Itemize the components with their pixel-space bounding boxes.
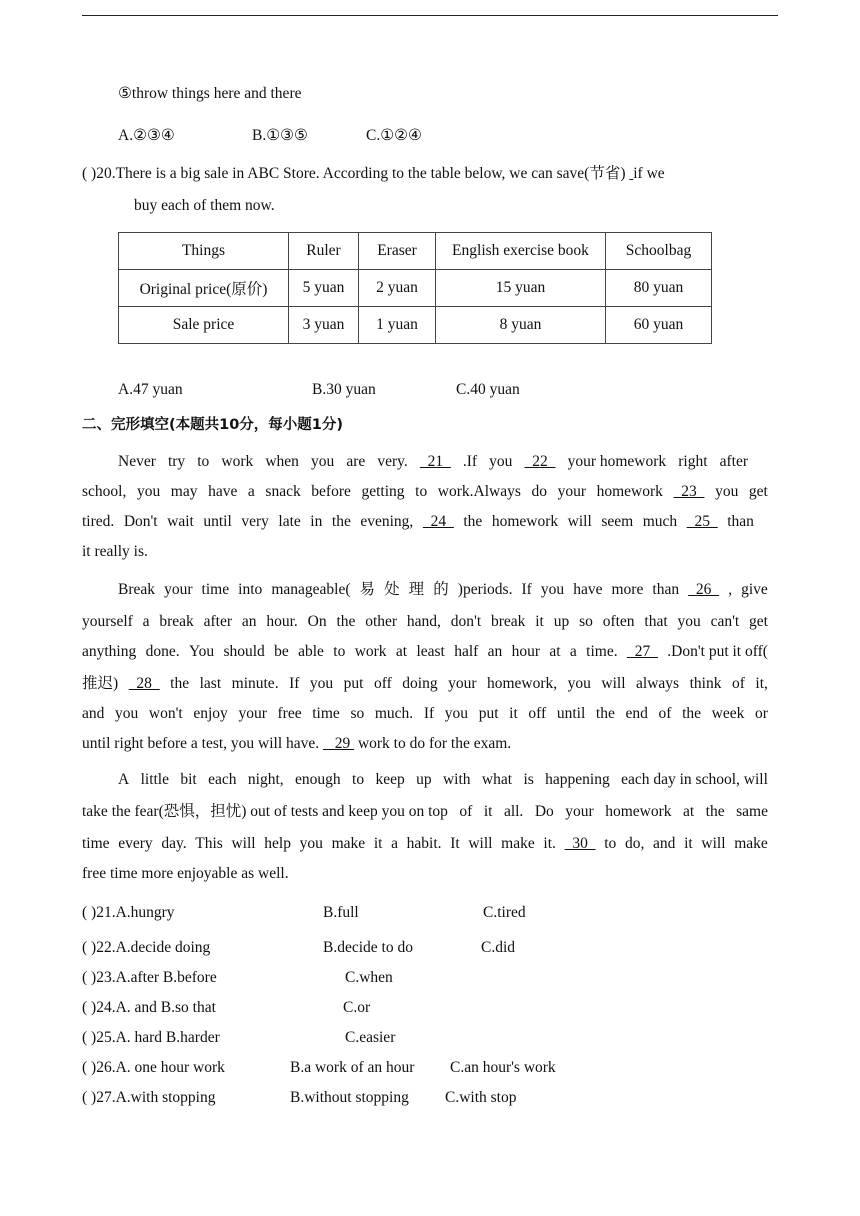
passage-word: doing — [402, 675, 438, 692]
passage-word: with — [442, 771, 471, 788]
passage-word: .Don't put it off( — [667, 643, 768, 660]
table-header-row — [119, 233, 712, 270]
question-option-c: C.did — [481, 939, 516, 956]
passage-word: it — [483, 803, 493, 820]
passage-word: to — [415, 483, 428, 500]
q20-option-a: A.47 yuan — [118, 381, 183, 398]
passage-word: time — [312, 705, 340, 722]
passage-word: will — [601, 675, 626, 692]
passage-word: much — [642, 513, 678, 530]
passage-word: and — [653, 835, 676, 852]
passage-word: it — [535, 613, 544, 630]
passage-word: do, — [624, 835, 645, 852]
passage-word: anything — [82, 643, 137, 660]
passage-word: You — [188, 643, 215, 660]
question-option-c: C.tired — [483, 904, 526, 921]
passage-word: make — [734, 835, 768, 852]
table-header-cell: Eraser — [359, 233, 436, 270]
passage-word: your — [164, 581, 193, 598]
passage-line — [82, 612, 768, 632]
passage-word: it — [509, 705, 518, 722]
passage-word: is — [523, 771, 534, 788]
table-header-cell: English exercise book — [436, 233, 606, 270]
passage-word: the — [705, 803, 725, 820]
passage-word: wait — [167, 513, 194, 530]
passage-word: it — [684, 835, 693, 852]
passage-line — [118, 452, 748, 472]
table-cell: 3 yuan — [289, 307, 359, 344]
q19-option-c: C.①②④ — [366, 127, 422, 144]
passage-word: off — [528, 705, 547, 722]
passage-word: you — [444, 705, 469, 722]
passage-line — [82, 834, 768, 854]
passage-word: your — [565, 803, 594, 820]
passage-word: half — [454, 643, 479, 660]
blank-number: 28 — [128, 675, 160, 692]
passage-word: a — [569, 643, 577, 660]
passage-word: get — [749, 613, 768, 630]
table-header-cell: Things — [119, 233, 289, 270]
passage-word: your — [238, 705, 267, 722]
passage-word: you — [310, 453, 335, 470]
passage-word: every — [118, 835, 153, 852]
passage-word: Don't — [123, 513, 158, 530]
passage-word: If — [289, 675, 300, 692]
passage-word: it, — [755, 675, 768, 692]
table-row — [119, 270, 712, 307]
passage-word: your homework — [567, 453, 667, 470]
passage-word: are — [346, 453, 366, 470]
passage-word: last — [199, 675, 222, 692]
passage-word: week — [711, 705, 745, 722]
passage-word: done. — [145, 643, 180, 660]
passage-word: On — [307, 613, 327, 630]
page-top-rule — [82, 15, 778, 16]
passage-word: up — [416, 771, 432, 788]
passage-word: you — [136, 483, 161, 500]
passage-word: until — [556, 705, 586, 722]
table-header-cell: Ruler — [289, 233, 359, 270]
passage-word: happening — [545, 771, 610, 788]
passage-word: you — [677, 613, 701, 630]
passage-word: an — [241, 613, 257, 630]
passage-word: will — [231, 835, 256, 852]
passage-word: help — [264, 835, 291, 852]
passage-word: put — [343, 675, 364, 692]
blank-number: 23 — [673, 483, 705, 500]
passage-word: day. — [161, 835, 187, 852]
passage-line — [82, 802, 768, 822]
passage-word: 易 — [359, 581, 376, 598]
passage-word: night, — [247, 771, 284, 788]
question-stem-option-a: ( )23.A.after B.before — [82, 969, 217, 986]
passage-line — [82, 674, 768, 694]
passage-word: 处 — [384, 581, 400, 598]
passage-word: you — [115, 705, 139, 722]
passage-word: make — [501, 835, 535, 852]
passage-word: to — [604, 835, 617, 852]
blank-number: 27 — [626, 643, 658, 660]
q20-stem-text: ( )20.There is a big sale in ABC Store. According to the table below, we can save(节省) — [82, 165, 626, 182]
passage-word: it. — [543, 835, 556, 852]
passage-word: same — [736, 803, 768, 820]
question-option-c: C.easier — [345, 1029, 396, 1046]
passage-word: tired. — [82, 513, 115, 530]
passage-word: put — [478, 705, 499, 722]
passage-word: you — [567, 675, 591, 692]
blank-number: 26 — [688, 581, 720, 598]
table-cell: 5 yuan — [289, 270, 359, 307]
question-stem-option-a: ( )24.A. and B.so that — [82, 999, 216, 1016]
passage-word: snack — [265, 483, 301, 500]
question-option-c: C.with stop — [445, 1089, 517, 1106]
question-option-c: C.an hour's work — [450, 1059, 556, 1076]
passage-word: to — [352, 771, 365, 788]
passage-word: give — [741, 581, 768, 598]
passage-line — [82, 704, 768, 724]
passage-word: , — [728, 581, 733, 598]
passage-word: after — [203, 613, 233, 630]
passage-word: than — [727, 513, 754, 530]
passage-word: you — [489, 453, 513, 470]
blank-number: 22 — [524, 453, 556, 470]
passage-word: Break — [118, 581, 156, 598]
passage-word: at — [549, 643, 561, 660]
passage-word: each day in school, will — [621, 771, 768, 788]
passage-word: off — [373, 675, 392, 692]
passage-word: your — [557, 483, 586, 500]
passage-word: so — [350, 705, 365, 722]
passage-word: It — [450, 835, 460, 852]
passage-word: have — [208, 483, 238, 500]
passage-word: work.Always — [437, 483, 521, 500]
passage-word: time — [201, 581, 230, 598]
passage-word: end — [625, 705, 648, 722]
passage-word: each — [208, 771, 237, 788]
passage-word: minute. — [231, 675, 279, 692]
passage-word: into — [238, 581, 263, 598]
passage-word: yourself — [82, 613, 133, 630]
table-header-cell: Schoolbag — [606, 233, 712, 270]
passage-word: you — [299, 835, 323, 852]
passage-word: of — [731, 675, 745, 692]
table-cell: 8 yuan — [436, 307, 606, 344]
table-cell: Original price(原价) — [119, 270, 289, 307]
passage-word: more — [611, 581, 644, 598]
passage-word: the — [331, 513, 351, 530]
question-option-b: B.without stopping — [290, 1089, 409, 1106]
passage-line: it really is. — [82, 543, 148, 560]
passage-word: until — [203, 513, 232, 530]
q19-item-5: ⑤throw things here and there — [118, 85, 302, 102]
passage-word: can't — [710, 613, 740, 630]
passage-word: hour. — [266, 613, 298, 630]
passage-word: so — [579, 613, 593, 630]
passage-line — [82, 482, 768, 502]
passage-word: .If — [462, 453, 478, 470]
passage-word: very — [241, 513, 269, 530]
passage-word: break — [159, 613, 194, 630]
passage-word: will — [468, 835, 493, 852]
passage-word: try — [167, 453, 186, 470]
passage-word: the — [682, 705, 702, 722]
q20-stem-tail: if we — [633, 165, 665, 182]
passage-word: homework — [605, 803, 672, 820]
passage-word: This — [195, 835, 223, 852]
passage-word: )periods. — [457, 581, 513, 598]
passage-line — [82, 642, 768, 662]
passage-word: the — [336, 613, 356, 630]
passage-word: the — [595, 705, 615, 722]
q20-option-b: B.30 yuan — [312, 381, 376, 398]
question-stem-option-a: ( )22.A.decide doing — [82, 939, 211, 956]
q19-option-a: A.②③④ — [118, 127, 175, 144]
passage-word: to — [197, 453, 210, 470]
passage-word: be — [274, 643, 289, 660]
passage-word: right — [678, 453, 708, 470]
question-option-c: C.or — [343, 999, 371, 1016]
passage-word: should — [223, 643, 265, 660]
question-stem-option-a: ( )25.A. hard B.harder — [82, 1029, 220, 1046]
passage-word: enough — [295, 771, 341, 788]
passage-word: free — [277, 705, 302, 722]
passage-word: A — [118, 771, 130, 788]
passage-word: able — [298, 643, 324, 660]
passage-word: 推迟) — [82, 675, 119, 692]
question-stem-option-a: ( )21.A.hungry — [82, 904, 175, 921]
passage-word: homework — [596, 483, 663, 500]
passage-line — [118, 770, 768, 790]
passage-word: least — [416, 643, 445, 660]
passage-word: at — [395, 643, 408, 660]
passage-word: Do — [534, 803, 554, 820]
table-cell: Sale price — [119, 307, 289, 344]
passage-line — [82, 512, 754, 532]
passage-word: think — [689, 675, 722, 692]
question-option-b: B.decide to do — [323, 939, 413, 956]
table-cell: 2 yuan — [359, 270, 436, 307]
passage-word: habit. — [406, 835, 442, 852]
passage-word: very. — [377, 453, 408, 470]
passage-word: If — [521, 581, 532, 598]
passage-word: before — [311, 483, 351, 500]
passage-line: free time more enjoyable as well. — [82, 865, 289, 882]
passage-word: won't — [148, 705, 183, 722]
passage-line — [82, 734, 511, 754]
passage-word: getting — [361, 483, 405, 500]
passage-word: bit — [180, 771, 197, 788]
passage-word: will — [701, 835, 726, 852]
q20-stem-line2: buy each of them now. — [134, 197, 275, 214]
question-stem-option-a: ( )26.A. one hour work — [82, 1059, 225, 1076]
blank-number: 21 — [419, 453, 451, 470]
blank-number: 29 — [323, 735, 355, 752]
passage-word: work — [354, 643, 387, 660]
passage-word: evening, — [360, 513, 414, 530]
passage-text-fragment: until right before a test, you will have. — [82, 735, 324, 752]
passage-word: and — [82, 705, 105, 722]
table-row — [119, 307, 712, 344]
passage-word: the — [463, 513, 483, 530]
passage-word: you — [715, 483, 739, 500]
passage-word: an — [487, 643, 503, 660]
passage-text — [82, 735, 511, 752]
passage-word: do — [531, 483, 547, 500]
question-option-b: B.a work of an hour — [290, 1059, 415, 1076]
passage-word: you — [540, 581, 565, 598]
passage-word: hour — [511, 643, 541, 660]
section-2-title: 二、完形填空(本题共10分，每小题1分) — [82, 417, 344, 433]
passage-word: homework — [491, 513, 559, 530]
passage-word: in — [310, 513, 323, 530]
passage-word: at — [682, 803, 695, 820]
passage-word: little — [140, 771, 169, 788]
passage-word: often — [602, 613, 635, 630]
q20-stem-line1 — [82, 164, 665, 184]
q20-option-c: C.40 yuan — [456, 381, 520, 398]
passage-word: that — [644, 613, 668, 630]
passage-word: all. — [503, 803, 524, 820]
passage-word: it — [373, 835, 383, 852]
passage-word: much. — [374, 705, 414, 722]
passage-word: don't — [450, 613, 482, 630]
passage-word: late — [278, 513, 301, 530]
passage-word: a — [391, 835, 398, 852]
passage-word: a — [247, 483, 255, 500]
passage-word: time. — [586, 643, 618, 660]
passage-word: may — [170, 483, 198, 500]
question-option-b: B.full — [323, 904, 359, 921]
passage-word: homework, — [487, 675, 558, 692]
passage-word: than — [652, 581, 680, 598]
passage-word: time — [82, 835, 110, 852]
passage-word: seem — [601, 513, 634, 530]
q19-option-b: B.①③⑤ — [252, 127, 308, 144]
passage-word: always — [636, 675, 680, 692]
question-stem-option-a: ( )27.A.with stopping — [82, 1089, 216, 1106]
passage-word: or — [755, 705, 768, 722]
table-cell: 15 yuan — [436, 270, 606, 307]
passage-word: of — [658, 705, 672, 722]
passage-word: enjoy — [193, 705, 228, 722]
passage-word: you — [309, 675, 334, 692]
passage-word: hand, — [406, 613, 441, 630]
passage-word: will — [567, 513, 592, 530]
passage-word: other — [365, 613, 398, 630]
passage-word: what — [481, 771, 513, 788]
passage-word: If — [423, 705, 435, 722]
passage-word: make — [331, 835, 366, 852]
passage-word: break — [490, 613, 526, 630]
passage-word: when — [265, 453, 299, 470]
blank-number: 30 — [564, 835, 596, 852]
passage-word: of — [459, 803, 473, 820]
passage-word: to — [333, 643, 346, 660]
table-cell: 80 yuan — [606, 270, 712, 307]
passage-word: the — [170, 675, 190, 692]
passage-word: your — [448, 675, 477, 692]
passage-word: keep — [375, 771, 405, 788]
passage-word: school, — [82, 483, 127, 500]
passage-text-fragment: work to do for the exam. — [354, 735, 512, 752]
blank-number: 24 — [422, 513, 454, 530]
passage-word: manageable( — [271, 581, 351, 598]
passage-word: take the fear(恐惧，担忧) out of tests and keep you on top — [82, 803, 448, 820]
question-option-c: C.when — [345, 969, 393, 986]
passage-word: after — [719, 453, 748, 470]
blank-number: 25 — [686, 513, 718, 530]
passage-word: 的 — [433, 581, 449, 598]
passage-word: up — [553, 613, 570, 630]
passage-word: Never — [118, 453, 156, 470]
table-cell: 1 yuan — [359, 307, 436, 344]
passage-word: have — [573, 581, 603, 598]
passage-word: 理 — [408, 581, 425, 598]
passage-word: work — [221, 453, 254, 470]
passage-word: a — [142, 613, 150, 630]
passage-line — [118, 580, 768, 600]
table-cell: 60 yuan — [606, 307, 712, 344]
price-table — [118, 232, 712, 344]
passage-word: get — [748, 483, 768, 500]
